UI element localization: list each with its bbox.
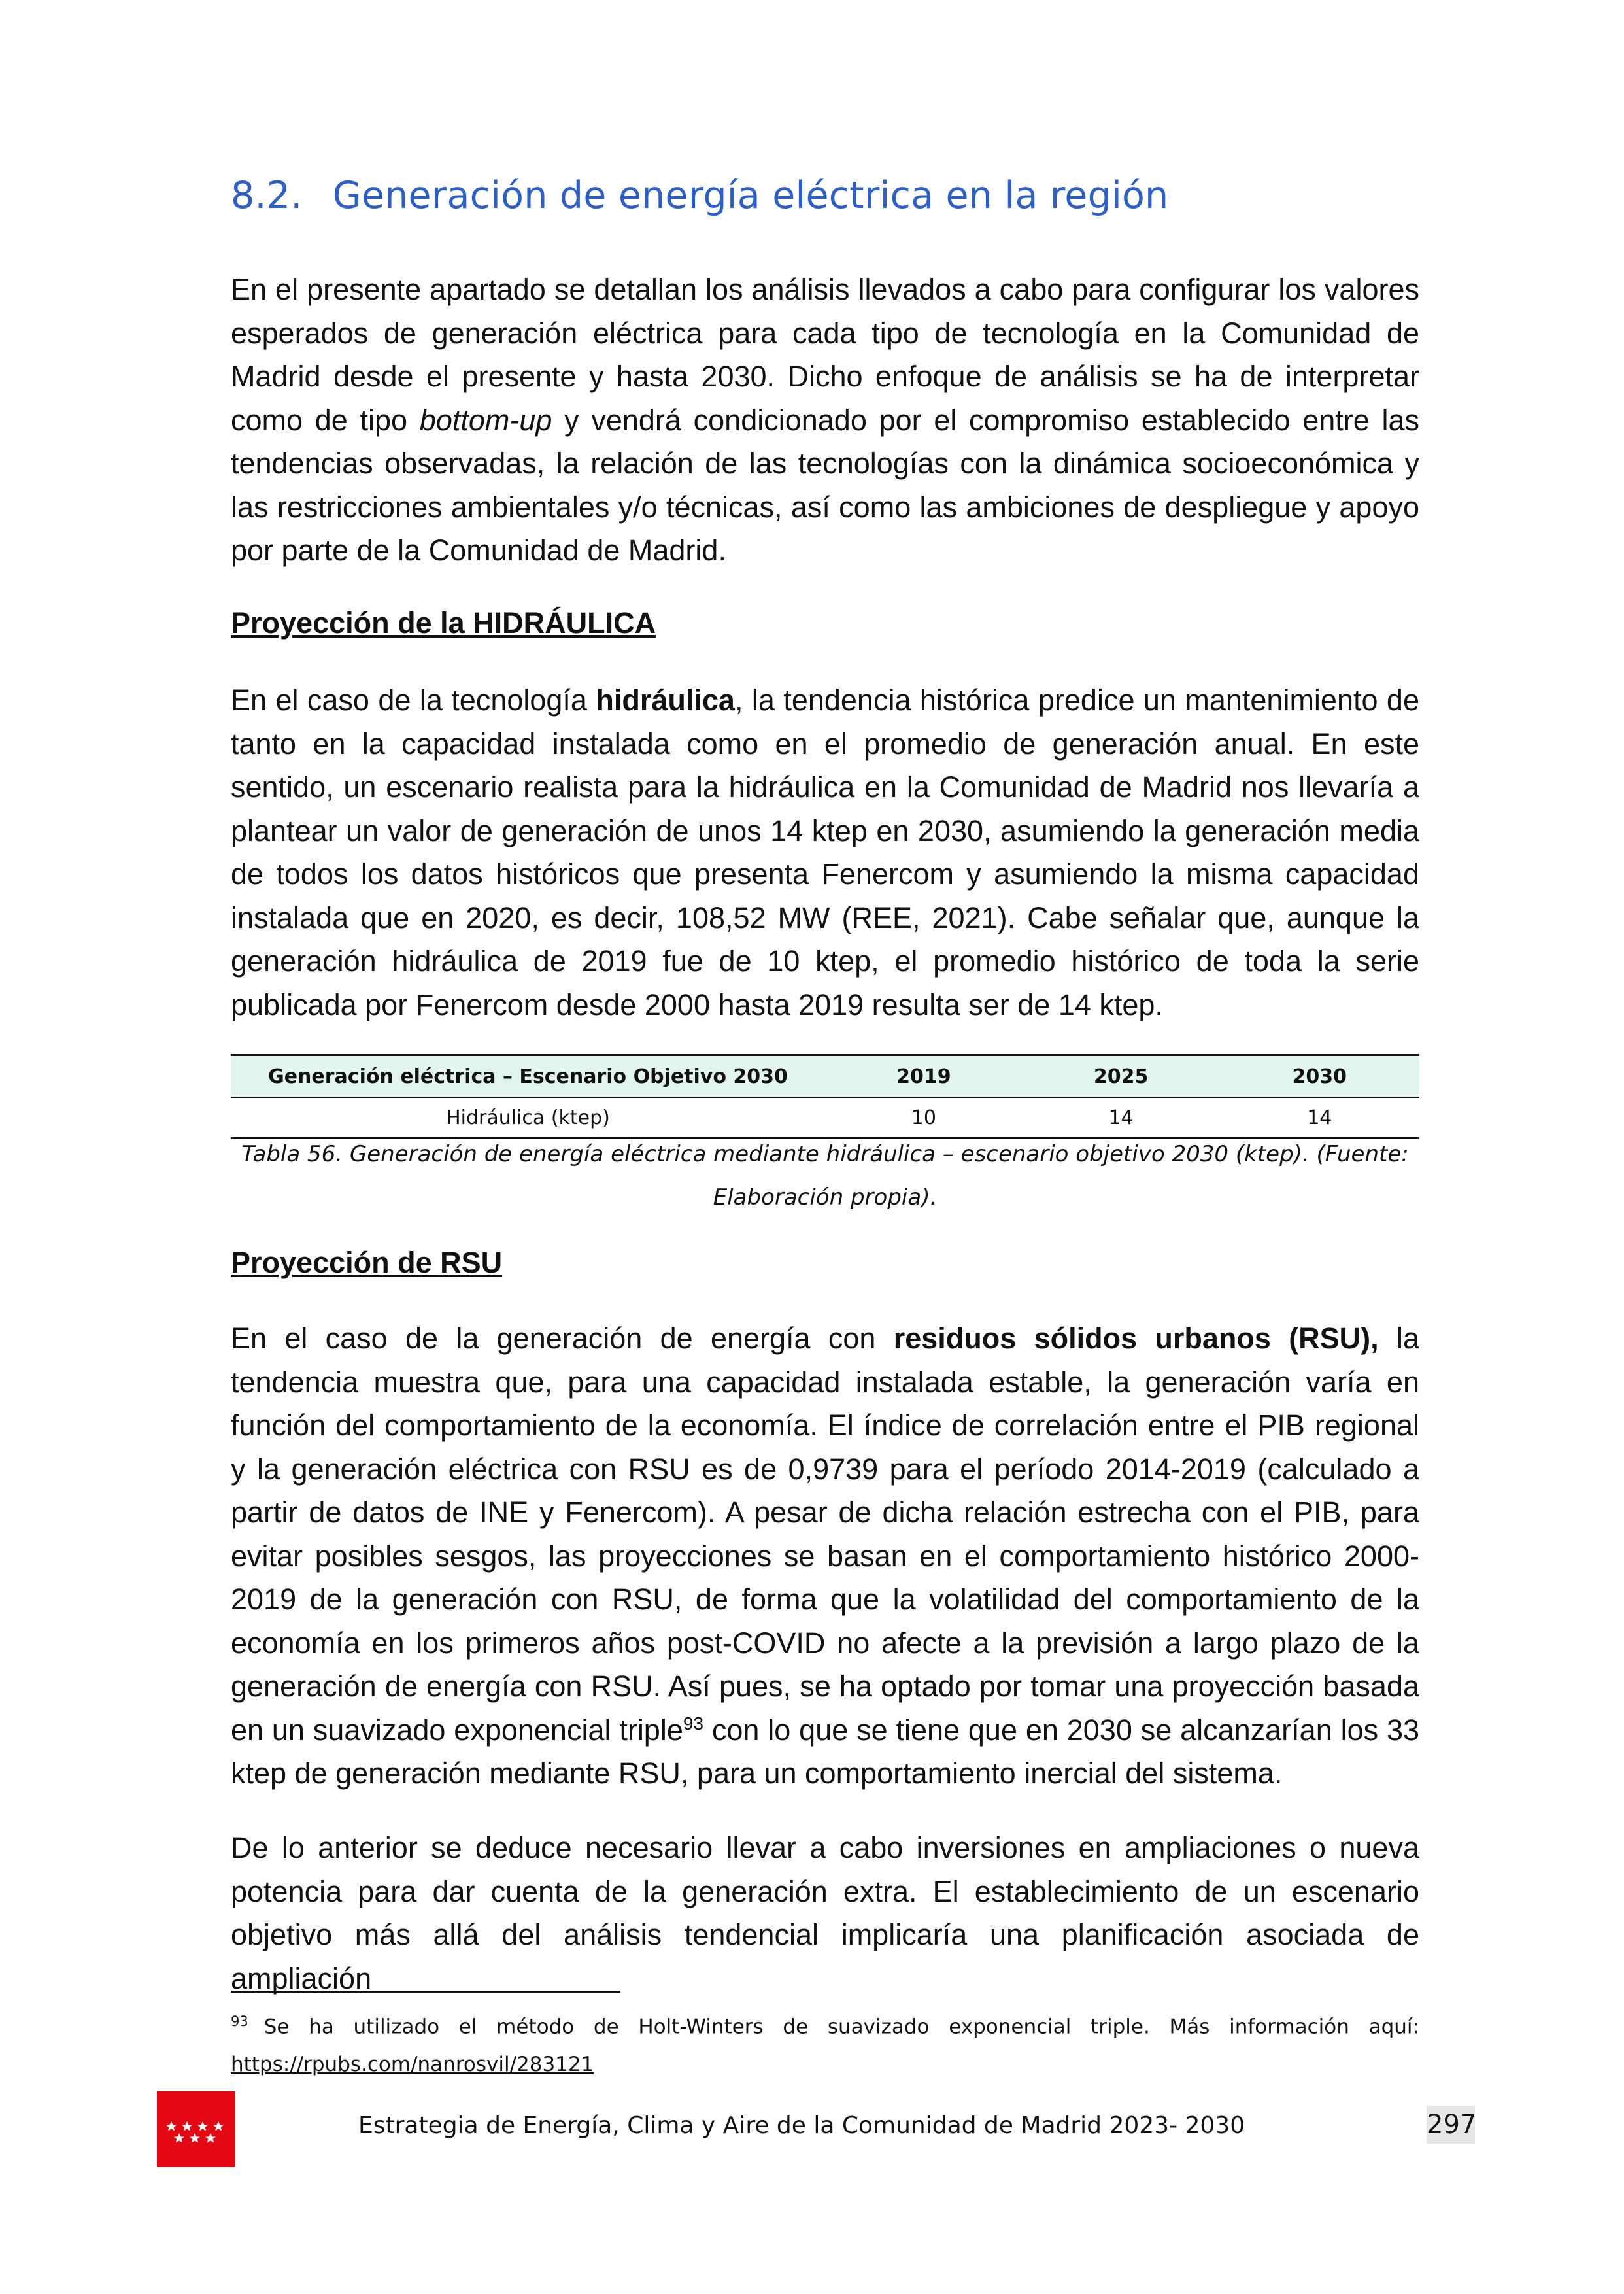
table-cell: 10: [825, 1097, 1023, 1138]
hidraulica-text-2: , la tendencia histórica predice un mantenimiento de tanto en la capacidad instalada como en el promedio de generación anual. En este sentido, un escenario realista para la hidráulica en la Comunidad de Madrid nos llevaría a plantear un valor de generación de unos 14 ktep en 2030, asumiendo la generación media de todos los datos históricos que presenta Fenercom y asumiendo la misma capacidad instalada que en 2020, es decir, 108,52 MW (REE, 2021). Cabe señalar que, aunque la generación hidráulica de 2019 fue de 10 ktep, el promedio histórico de toda la serie publicada por Fenercom desde 2000 hasta 2019 resulta ser de 14 ktep.: [231, 683, 1419, 1021]
hidraulica-heading: Proyección de la HIDRÁULICA: [231, 606, 656, 640]
footnote-link[interactable]: https://rpubs.com/nanrosvil/283121: [231, 2053, 594, 2077]
page-number: 297: [1427, 2106, 1475, 2144]
table-header-cell: Generación eléctrica – Escenario Objetivo 2030: [231, 1055, 825, 1098]
rsu-text-1: En el caso de la generación de energía con: [231, 1322, 894, 1355]
section-number: 8.2.: [231, 174, 303, 217]
stars-icon: [157, 2091, 235, 2167]
rsu-heading: Proyección de RSU: [231, 1246, 503, 1279]
star-icon: [197, 2121, 208, 2131]
footnote-reference[interactable]: 93: [683, 1713, 704, 1734]
rsu-text-2: la tendencia muestra que, para una capacidad instalada estable, la generación varía en función del comportamiento de la economía. El índice de correlación entre el PIB regional y la generación eléctrica con RSU es de 0,9739 para el período 2014-2019 (calculado a partir de datos de INE y Fenercom). A pesar de dicha relación estrecha con el PIB, para evitar posibles sesgos, las proyecciones se basan en el comportamiento histórico 2000-2019 de la generación con RSU, de forma que la volatilidad del comportamiento de la economía en los primeros años post-COVID no afecte a la previsión a largo plazo de la generación de energía con RSU. Así pues, se ha optado por tomar una proyección basada en un suavizado exponencial triple: [231, 1322, 1420, 1747]
footnote-divider: [231, 1991, 620, 1993]
hidraulica-text-1: En el caso de la tecnología: [231, 683, 596, 717]
hidraulica-bold-term: hidráulica: [596, 683, 735, 717]
star-icon: [182, 2121, 192, 2131]
comunidad-madrid-logo: [157, 2091, 235, 2167]
table-cell: Hidráulica (ktep): [231, 1097, 825, 1138]
intro-text-1: En el presente apartado se detallan los análisis llevados a cabo para configurar los valores esperados de generación eléctrica para cada tipo de tecnología en la Comunidad de Madrid desde el presente y hasta 2030. Dicho enfoque de análisis se ha de interpretar como de tipo: [231, 273, 1419, 437]
generation-table: [231, 1054, 1419, 1139]
intro-text-2: y vendrá condicionado por el compromiso establecido entre las tendencias observadas, la relación de las tecnologías con la dinámica socioeconómica y las restricciones ambientales y/o técnicas, así como las ambiciones de despliegue y apoyo por parte de la Comunidad de Madrid.: [231, 403, 1420, 567]
intro-paragraph: [231, 268, 1419, 573]
intro-italic-term: bottom-up: [419, 403, 552, 437]
footnote-text: Se ha utilizado el método de Holt-Winters de suavizado exponencial triple. Más información aquí:: [263, 2015, 1419, 2039]
star-icon: [205, 2133, 216, 2142]
section-title: Generación de energía eléctrica en la región: [332, 174, 1169, 217]
section-heading: [231, 174, 1168, 217]
rsu-text-3: con lo que se tiene que en 2030 se alcanzarían los 33 ktep de generación mediante RSU, para un comportamiento inercial del sistema.: [231, 1713, 1420, 1790]
rsu-paragraph: [231, 1317, 1419, 1796]
table-caption: Tabla 56. Generación de energía eléctrica mediante hidráulica – escenario objetivo 2030 (ktep). (Fuente: Elaboración propia).: [241, 1141, 1409, 1210]
star-icon: [174, 2133, 184, 2142]
footnote: [231, 2002, 1419, 2083]
footnote-number: 93: [231, 2013, 248, 2029]
footer-title: Estrategia de Energía, Clima y Aire de la Comunidad de Madrid 2023- 2030: [358, 2112, 1245, 2139]
rsu-bold-term: residuos sólidos urbanos (RSU),: [893, 1322, 1379, 1355]
star-icon: [166, 2121, 177, 2131]
star-icon: [190, 2133, 200, 2142]
hidraulica-paragraph: [231, 679, 1419, 1027]
table-cell: 14: [1023, 1097, 1220, 1138]
table-header-row: [231, 1055, 1419, 1098]
table-header-cell: 2025: [1023, 1055, 1220, 1098]
table-header-cell: 2030: [1220, 1055, 1419, 1098]
table-header-cell: 2019: [825, 1055, 1023, 1098]
table-cell: 14: [1220, 1097, 1419, 1138]
rsu-paragraph-2: De lo anterior se deduce necesario llevar a cabo inversiones en ampliaciones o nueva potencia para dar cuenta de la generación extra. El establecimiento de un escenario objetivo más allá del análisis tendencial implicaría una planificación asociada de ampliación: [231, 1831, 1419, 1995]
star-icon: [213, 2121, 224, 2131]
